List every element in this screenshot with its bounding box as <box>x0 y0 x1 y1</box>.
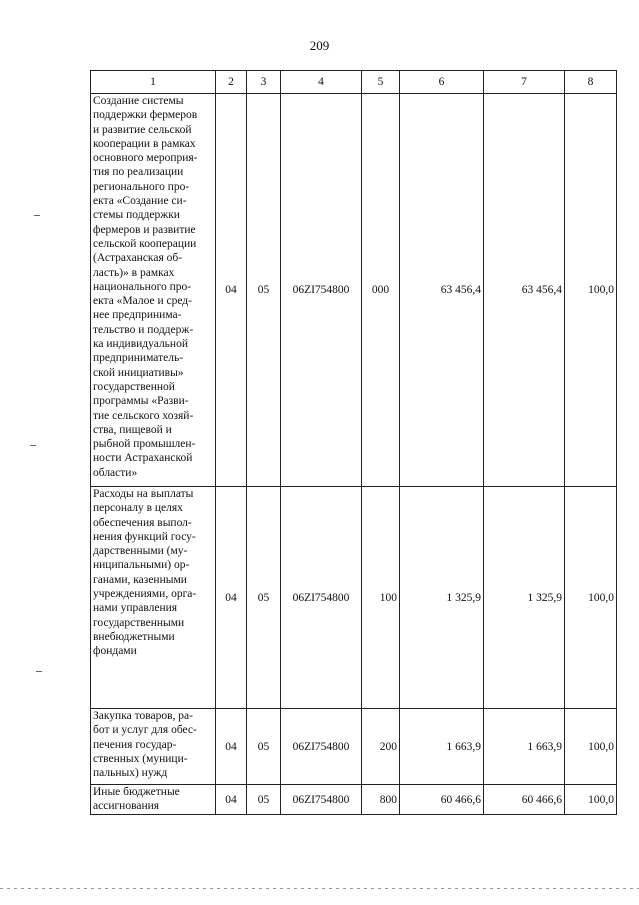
plan-amount-cell: 60 466,6 <box>400 785 484 815</box>
cell-text-line: области» <box>93 466 138 479</box>
plan-amount-cell: 63 456,4 <box>400 94 484 487</box>
cell-text-line: нее предпринима- <box>93 309 182 322</box>
cell-text-line: регионального про- <box>93 180 190 193</box>
cell-text-line: бот и услуг для обес- <box>93 724 197 737</box>
section-cell: 04 <box>216 785 247 815</box>
cell-text-line: фондами <box>93 645 137 658</box>
page-number: 209 <box>309 38 330 53</box>
plan-amount-cell: 1 663,9 <box>400 709 484 785</box>
row-name-cell <box>91 785 216 815</box>
table-row <box>91 94 617 487</box>
percent-cell: 100,0 <box>565 487 617 709</box>
cell-text-line: стемы поддержки <box>93 209 180 222</box>
actual-amount-cell: 1 325,9 <box>484 487 565 709</box>
actual-amount-cell: 1 663,9 <box>484 709 565 785</box>
target-article-cell: 06ZI754800 <box>281 709 362 785</box>
cell-text-line: Закупка товаров, ра- <box>93 710 193 722</box>
target-article-cell: 06ZI754800 <box>281 94 362 487</box>
expense-type-cell: 800 <box>362 785 400 815</box>
cell-text-line: ласть)» в рамках <box>93 266 175 279</box>
section-cell: 04 <box>216 487 247 709</box>
percent-cell: 100,0 <box>565 709 617 785</box>
subsection-cell: 05 <box>247 709 281 785</box>
column-header: 5 <box>362 71 400 94</box>
section-cell: 04 <box>216 709 247 785</box>
cell-text-line: дарственными (му- <box>93 545 188 558</box>
plan-amount-cell: 1 325,9 <box>400 487 484 709</box>
cell-text-line: ства, пищевой и <box>93 423 172 436</box>
cell-text-line: ственных (муници- <box>93 752 188 765</box>
subsection-cell: 05 <box>247 94 281 487</box>
cell-text-line: и развитие сельской <box>93 123 192 136</box>
scan-mark <box>30 445 36 446</box>
column-header: 2 <box>216 71 247 94</box>
column-header: 6 <box>400 71 484 94</box>
column-header: 4 <box>281 71 362 94</box>
cell-text-line: пальных) нужд <box>93 767 168 780</box>
cell-text-line: ка индивидуальной <box>93 338 188 351</box>
expense-type-cell: 100 <box>362 487 400 709</box>
cell-text-line: поддержки фермеров <box>93 109 198 122</box>
column-header: 8 <box>565 71 617 94</box>
cell-text-line: тельство и поддерж- <box>93 323 194 336</box>
row-name-cell <box>91 709 216 785</box>
cell-text-line: ниципальными) ор- <box>93 559 190 572</box>
cell-text-line: екта «Создание си- <box>93 195 187 208</box>
column-header: 3 <box>247 71 281 94</box>
subsection-cell: 05 <box>247 785 281 815</box>
cell-text-line: екта «Малое и сред- <box>93 295 192 308</box>
cell-text-line: ассигнования <box>93 800 160 813</box>
cell-text-line: государственными <box>93 616 185 629</box>
cell-text-line: ганами, казенными <box>93 573 187 586</box>
cell-text-line: учреждениями, орга- <box>93 588 197 601</box>
row-name-cell <box>91 487 216 709</box>
cell-text-line: основного мероприя- <box>93 152 198 165</box>
cell-text-line: Иные бюджетные <box>93 786 180 798</box>
table-row <box>91 487 617 709</box>
cell-text-line: внебюджетными <box>93 630 175 643</box>
cell-text-line: Расходы на выплаты <box>93 488 194 500</box>
scan-mark <box>34 215 40 216</box>
subsection-cell: 05 <box>247 487 281 709</box>
expense-type-cell: 000 <box>362 94 400 487</box>
cell-text-line: предприниматель- <box>93 352 184 365</box>
budget-table <box>90 70 617 815</box>
scan-edge <box>0 888 639 889</box>
cell-text-line: нами управления <box>93 602 178 615</box>
actual-amount-cell: 60 466,6 <box>484 785 565 815</box>
cell-text-line: нения функций госу- <box>93 530 196 543</box>
cell-text-line: национального про- <box>93 280 192 293</box>
column-header: 1 <box>91 71 216 94</box>
cell-text-line: обеспечения выпол- <box>93 516 192 529</box>
cell-text-line: печения государ- <box>93 738 177 751</box>
cell-text-line: программы «Разви- <box>93 395 189 408</box>
cell-text-line: тия по реализации <box>93 166 184 179</box>
table-row <box>91 785 617 815</box>
cell-text-line: ской инициативы» <box>93 366 184 379</box>
expense-type-cell: 200 <box>362 709 400 785</box>
cell-text-line: персоналу в целях <box>93 502 183 515</box>
percent-cell: 100,0 <box>565 94 617 487</box>
column-header: 7 <box>484 71 565 94</box>
cell-text-line: кооперации в рамках <box>93 137 196 150</box>
cell-text-line: рыбной промышлен- <box>93 438 196 451</box>
cell-text-line: тие сельского хозяй- <box>93 409 194 422</box>
section-cell: 04 <box>216 94 247 487</box>
percent-cell: 100,0 <box>565 785 617 815</box>
cell-text-line: (Астраханская об- <box>93 252 183 265</box>
row-name-cell <box>91 94 216 487</box>
target-article-cell: 06ZI754800 <box>281 785 362 815</box>
cell-text-line: ности Астраханской <box>93 452 193 465</box>
cell-text-line: Создание системы <box>93 95 184 107</box>
scan-mark <box>36 671 42 672</box>
cell-text-line: государственной <box>93 380 175 393</box>
cell-text-line: фермеров и развитие <box>93 223 196 236</box>
table-header-row <box>91 71 617 94</box>
actual-amount-cell: 63 456,4 <box>484 94 565 487</box>
target-article-cell: 06ZI754800 <box>281 487 362 709</box>
table-row <box>91 709 617 785</box>
cell-text-line: сельской кооперации <box>93 237 197 250</box>
